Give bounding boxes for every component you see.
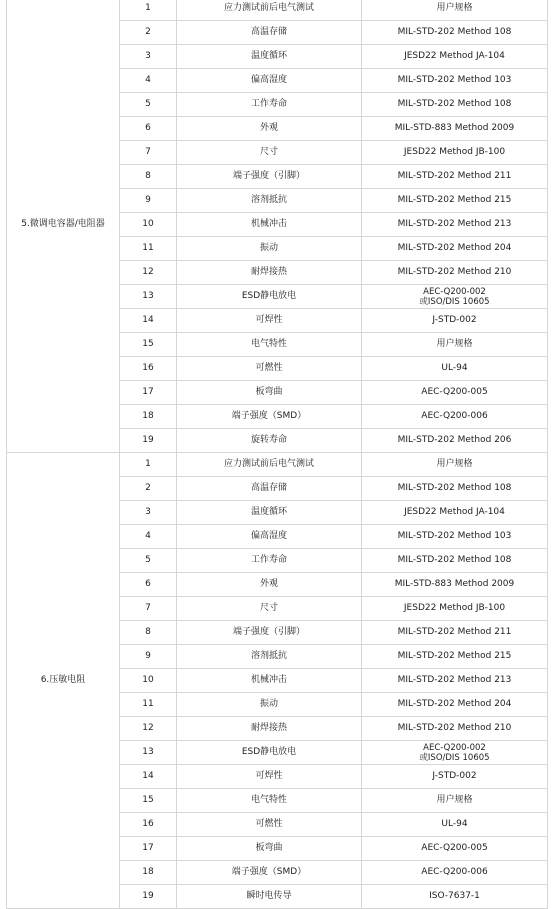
item-number-cell: 7 [120,141,177,165]
item-number-cell: 5 [120,93,177,117]
item-number-cell: 5 [120,549,177,573]
standard-line: JESD22 Method JB-100 [403,147,506,157]
test-item-cell: 耐焊接热 [177,717,362,741]
test-item-cell: 板弯曲 [177,837,362,861]
standard-cell [362,813,548,837]
standard-line: MIL-STD-883 Method 2009 [394,123,515,133]
item-number-cell: 12 [120,261,177,285]
test-item-cell: 应力测试前后电气测试 [177,453,362,477]
standard-cell [362,861,548,885]
item-number-cell: 10 [120,213,177,237]
test-item-cell: ESD静电放电 [177,741,362,765]
test-item-cell: 可焊性 [177,765,362,789]
test-item-cell: 电气特性 [177,789,362,813]
standard-cell [362,333,548,357]
standard-line: JESD22 Method JA-104 [404,507,505,517]
item-number-cell: 11 [120,693,177,717]
item-number-cell: 19 [120,885,177,909]
standard-line: MIL-STD-202 Method 211 [397,627,512,637]
item-number-cell: 6 [120,573,177,597]
standard-cell [362,69,548,93]
item-number-cell: 12 [120,717,177,741]
standard-cell [362,0,548,21]
standard-cell [362,261,548,285]
table-body [7,0,548,909]
item-number-cell: 16 [120,813,177,837]
standard-line: MIL-STD-202 Method 204 [397,699,512,709]
standard-line: MIL-STD-202 Method 103 [397,531,512,541]
standard-cell [362,189,548,213]
standard-line: UL-94 [441,819,468,829]
item-number-cell: 19 [120,429,177,453]
standard-line: ISO-7637-1 [429,891,480,901]
test-item-cell: 外观 [177,117,362,141]
test-item-cell: 高温存储 [177,21,362,45]
standard-cell [362,693,548,717]
standard-cell [362,405,548,429]
test-item-cell: 机械冲击 [177,669,362,693]
standard-cell [362,837,548,861]
standard-line: MIL-STD-202 Method 211 [397,171,512,181]
standard-line: AEC-Q200-002 [423,742,486,753]
item-number-cell: 16 [120,357,177,381]
standard-cell [362,93,548,117]
item-number-cell: 7 [120,597,177,621]
item-number-cell: 8 [120,621,177,645]
item-number-cell: 18 [120,405,177,429]
test-item-cell: 可燃性 [177,357,362,381]
standard-line: MIL-STD-202 Method 215 [397,651,512,661]
test-item-cell: 偏高湿度 [177,69,362,93]
test-item-cell: 振动 [177,237,362,261]
test-item-cell: 可焊性 [177,309,362,333]
test-item-cell: 瞬时电传导 [177,885,362,909]
item-number-cell: 10 [120,669,177,693]
standard-line: 用户规格 [436,795,473,805]
standard-cell [362,573,548,597]
standard-line: MIL-STD-202 Method 108 [397,483,512,493]
item-number-cell: 1 [120,0,177,21]
item-number-cell: 2 [120,477,177,501]
standard-line: 用户规格 [436,3,473,13]
test-standards-table [6,0,548,909]
item-number-cell: 18 [120,861,177,885]
test-item-cell: 旋转寿命 [177,429,362,453]
test-item-cell: 板弯曲 [177,381,362,405]
standard-cell [362,117,548,141]
test-item-cell: 工作寿命 [177,549,362,573]
standard-cell [362,357,548,381]
item-number-cell: 17 [120,837,177,861]
test-item-cell: 端子强度（SMD） [177,861,362,885]
test-item-cell: 电气特性 [177,333,362,357]
standard-line: AEC-Q200-002 [423,286,486,297]
standard-cell [362,309,548,333]
standard-cell [362,381,548,405]
standard-cell [362,765,548,789]
test-item-cell: ESD静电放电 [177,285,362,309]
test-item-cell: 机械冲击 [177,213,362,237]
standard-cell [362,501,548,525]
item-number-cell: 17 [120,381,177,405]
item-number-cell: 11 [120,237,177,261]
standard-line: MIL-STD-883 Method 2009 [394,579,515,589]
standard-line: MIL-STD-202 Method 103 [397,75,512,85]
standard-cell [362,669,548,693]
test-item-cell: 尺寸 [177,597,362,621]
standard-line: MIL-STD-202 Method 213 [397,675,512,685]
standard-cell [362,885,548,909]
standard-cell [362,597,548,621]
table-row [7,453,548,477]
standard-cell [362,45,548,69]
test-item-cell: 高温存储 [177,477,362,501]
standard-cell [362,741,548,765]
item-number-cell: 1 [120,453,177,477]
standard-cell [362,789,548,813]
standard-line: 用户规格 [436,339,473,349]
table-row [7,0,548,21]
standard-cell [362,621,548,645]
standard-cell [362,429,548,453]
test-item-cell: 应力测试前后电气测试 [177,0,362,21]
item-number-cell: 13 [120,741,177,765]
standard-cell [362,453,548,477]
test-item-cell: 温度循环 [177,45,362,69]
test-item-cell: 可燃性 [177,813,362,837]
item-number-cell: 15 [120,333,177,357]
standard-line: J-STD-002 [432,771,477,781]
item-number-cell: 4 [120,525,177,549]
standard-line: JESD22 Method JA-104 [404,51,505,61]
standard-cell [362,525,548,549]
category-cell: 6.压敏电阻 [7,453,120,909]
test-item-cell: 耐焊接热 [177,261,362,285]
standard-cell [362,549,548,573]
standard-line: MIL-STD-202 Method 215 [397,195,512,205]
item-number-cell: 14 [120,765,177,789]
standard-line: MIL-STD-202 Method 108 [397,27,512,37]
item-number-cell: 2 [120,21,177,45]
standard-line: MIL-STD-202 Method 108 [397,555,512,565]
test-item-cell: 端子强度（引脚） [177,165,362,189]
standard-cell [362,21,548,45]
standard-line: J-STD-002 [432,315,477,325]
item-number-cell: 3 [120,45,177,69]
standard-line: JESD22 Method JB-100 [403,603,506,613]
test-item-cell: 振动 [177,693,362,717]
standard-line: MIL-STD-202 Method 108 [397,99,512,109]
standard-cell [362,165,548,189]
test-item-cell: 端子强度（引脚） [177,621,362,645]
standard-cell [362,213,548,237]
item-number-cell: 13 [120,285,177,309]
test-item-cell: 外观 [177,573,362,597]
standard-cell [362,717,548,741]
test-item-cell: 溶剂抵抗 [177,645,362,669]
standard-line: AEC-Q200-006 [421,411,488,421]
standard-line: MIL-STD-202 Method 204 [397,243,512,253]
standard-line: MIL-STD-202 Method 213 [397,219,512,229]
item-number-cell: 6 [120,117,177,141]
item-number-cell: 9 [120,645,177,669]
item-number-cell: 15 [120,789,177,813]
item-number-cell: 9 [120,189,177,213]
standard-cell [362,645,548,669]
test-item-cell: 溶剂抵抗 [177,189,362,213]
standard-cell [362,285,548,309]
standard-line: AEC-Q200-005 [421,387,488,397]
item-number-cell: 3 [120,501,177,525]
standard-line: AEC-Q200-005 [421,843,488,853]
standard-line: MIL-STD-202 Method 206 [397,435,512,445]
item-number-cell: 8 [120,165,177,189]
test-item-cell: 工作寿命 [177,93,362,117]
standard-cell [362,237,548,261]
test-item-cell: 尺寸 [177,141,362,165]
test-item-cell: 端子强度（SMD） [177,405,362,429]
standard-line: 或ISO/DIS 10605 [419,296,490,307]
standard-line: MIL-STD-202 Method 210 [397,723,512,733]
test-item-cell: 温度循环 [177,501,362,525]
standard-line: AEC-Q200-006 [421,867,488,877]
standard-cell [362,141,548,165]
category-cell: 5.微调电容器/电阻器 [7,0,120,453]
test-item-cell: 偏高湿度 [177,525,362,549]
standard-line: MIL-STD-202 Method 210 [397,267,512,277]
standard-line: UL-94 [441,363,468,373]
item-number-cell: 14 [120,309,177,333]
item-number-cell: 4 [120,69,177,93]
standard-line: 或ISO/DIS 10605 [419,752,490,763]
standard-cell [362,477,548,501]
standard-line: 用户规格 [436,459,473,469]
